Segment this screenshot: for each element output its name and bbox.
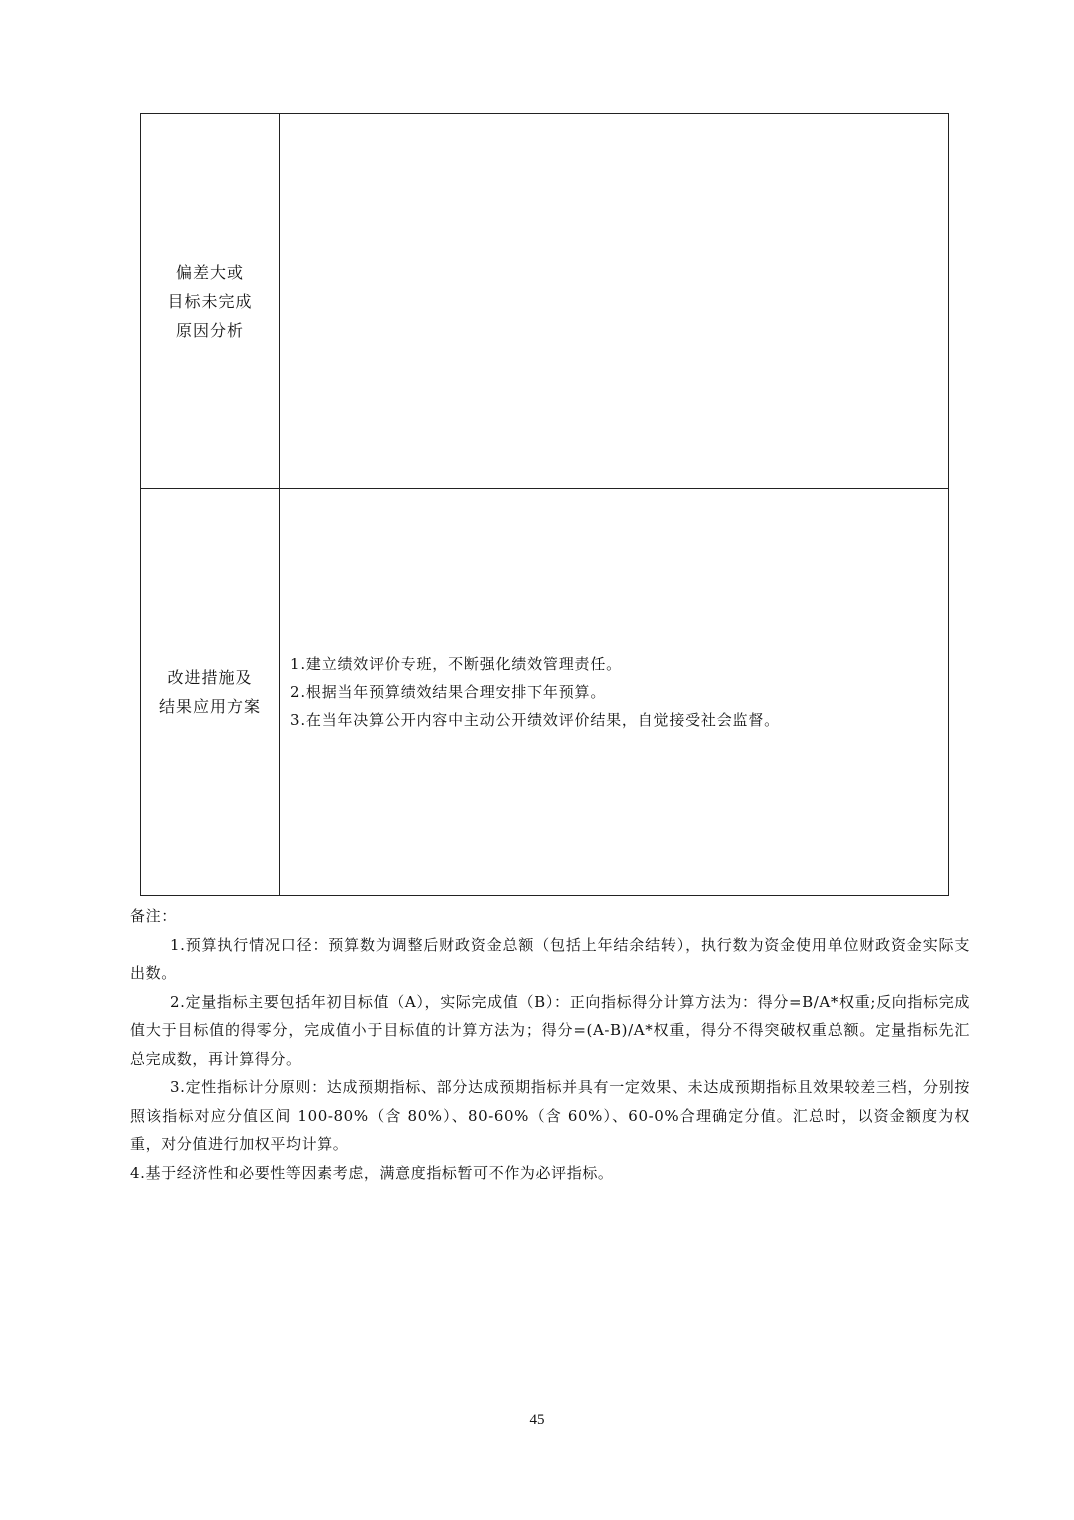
notes-section	[130, 902, 970, 1187]
table-row-improvement-measures	[141, 489, 949, 896]
list-item: 2.根据当年预算绩效结果合理安排下年预算。	[290, 683, 607, 701]
note-item: 2.定量指标主要包括年初目标值（A），实际完成值（B）：正向指标得分计算方法为：得分=B/A*权重;反向指标完成值大于目标值的得零分，完成值小于目标值的计算方法为；得分=(A-B)/A*权重，得分不得突破权重总额。定量指标先汇总完成数，再计算得分。	[130, 992, 970, 1068]
note-item: 4.基于经济性和必要性等因素考虑，满意度指标暂可不作为必评指标。	[130, 1163, 614, 1182]
label-line: 原因分析	[175, 320, 244, 340]
note-item: 3.定性指标计分原则：达成预期指标、部分达成预期指标并具有一定效果、未达成预期指标且效果较差三档，分别按照该指标对应分值区间 100-80%（含 80%）、80-60%（含 60%）、60-0%合理确定分值。汇总时，以资金额度为权重，对分值进行加权平均计算。	[130, 1078, 970, 1153]
label-line: 偏差大或	[175, 262, 244, 282]
list-item: 1.建立绩效评价专班，不断强化绩效管理责任。	[290, 655, 622, 673]
label-line: 结果应用方案	[158, 697, 261, 716]
note-item: 1.预算执行情况口径：预算数为调整后财政资金总额（包括上年结余结转），执行数为资金使用单位财政资金实际支出数。	[130, 935, 970, 982]
improvement-measures-label	[141, 489, 280, 896]
table-row-deviation-analysis	[141, 114, 949, 489]
deviation-analysis-content	[280, 114, 949, 489]
improvement-measures-content	[280, 489, 949, 896]
evaluation-table	[140, 113, 949, 896]
notes-title: 备注：	[130, 907, 177, 925]
deviation-analysis-label	[141, 114, 280, 489]
label-line: 目标未完成	[167, 291, 253, 311]
label-line: 改进措施及	[167, 668, 253, 687]
list-item: 3.在当年决算公开内容中主动公开绩效评价结果，自觉接受社会监督。	[290, 711, 780, 729]
measure-list	[290, 650, 948, 734]
page-number: 45	[529, 1412, 545, 1428]
